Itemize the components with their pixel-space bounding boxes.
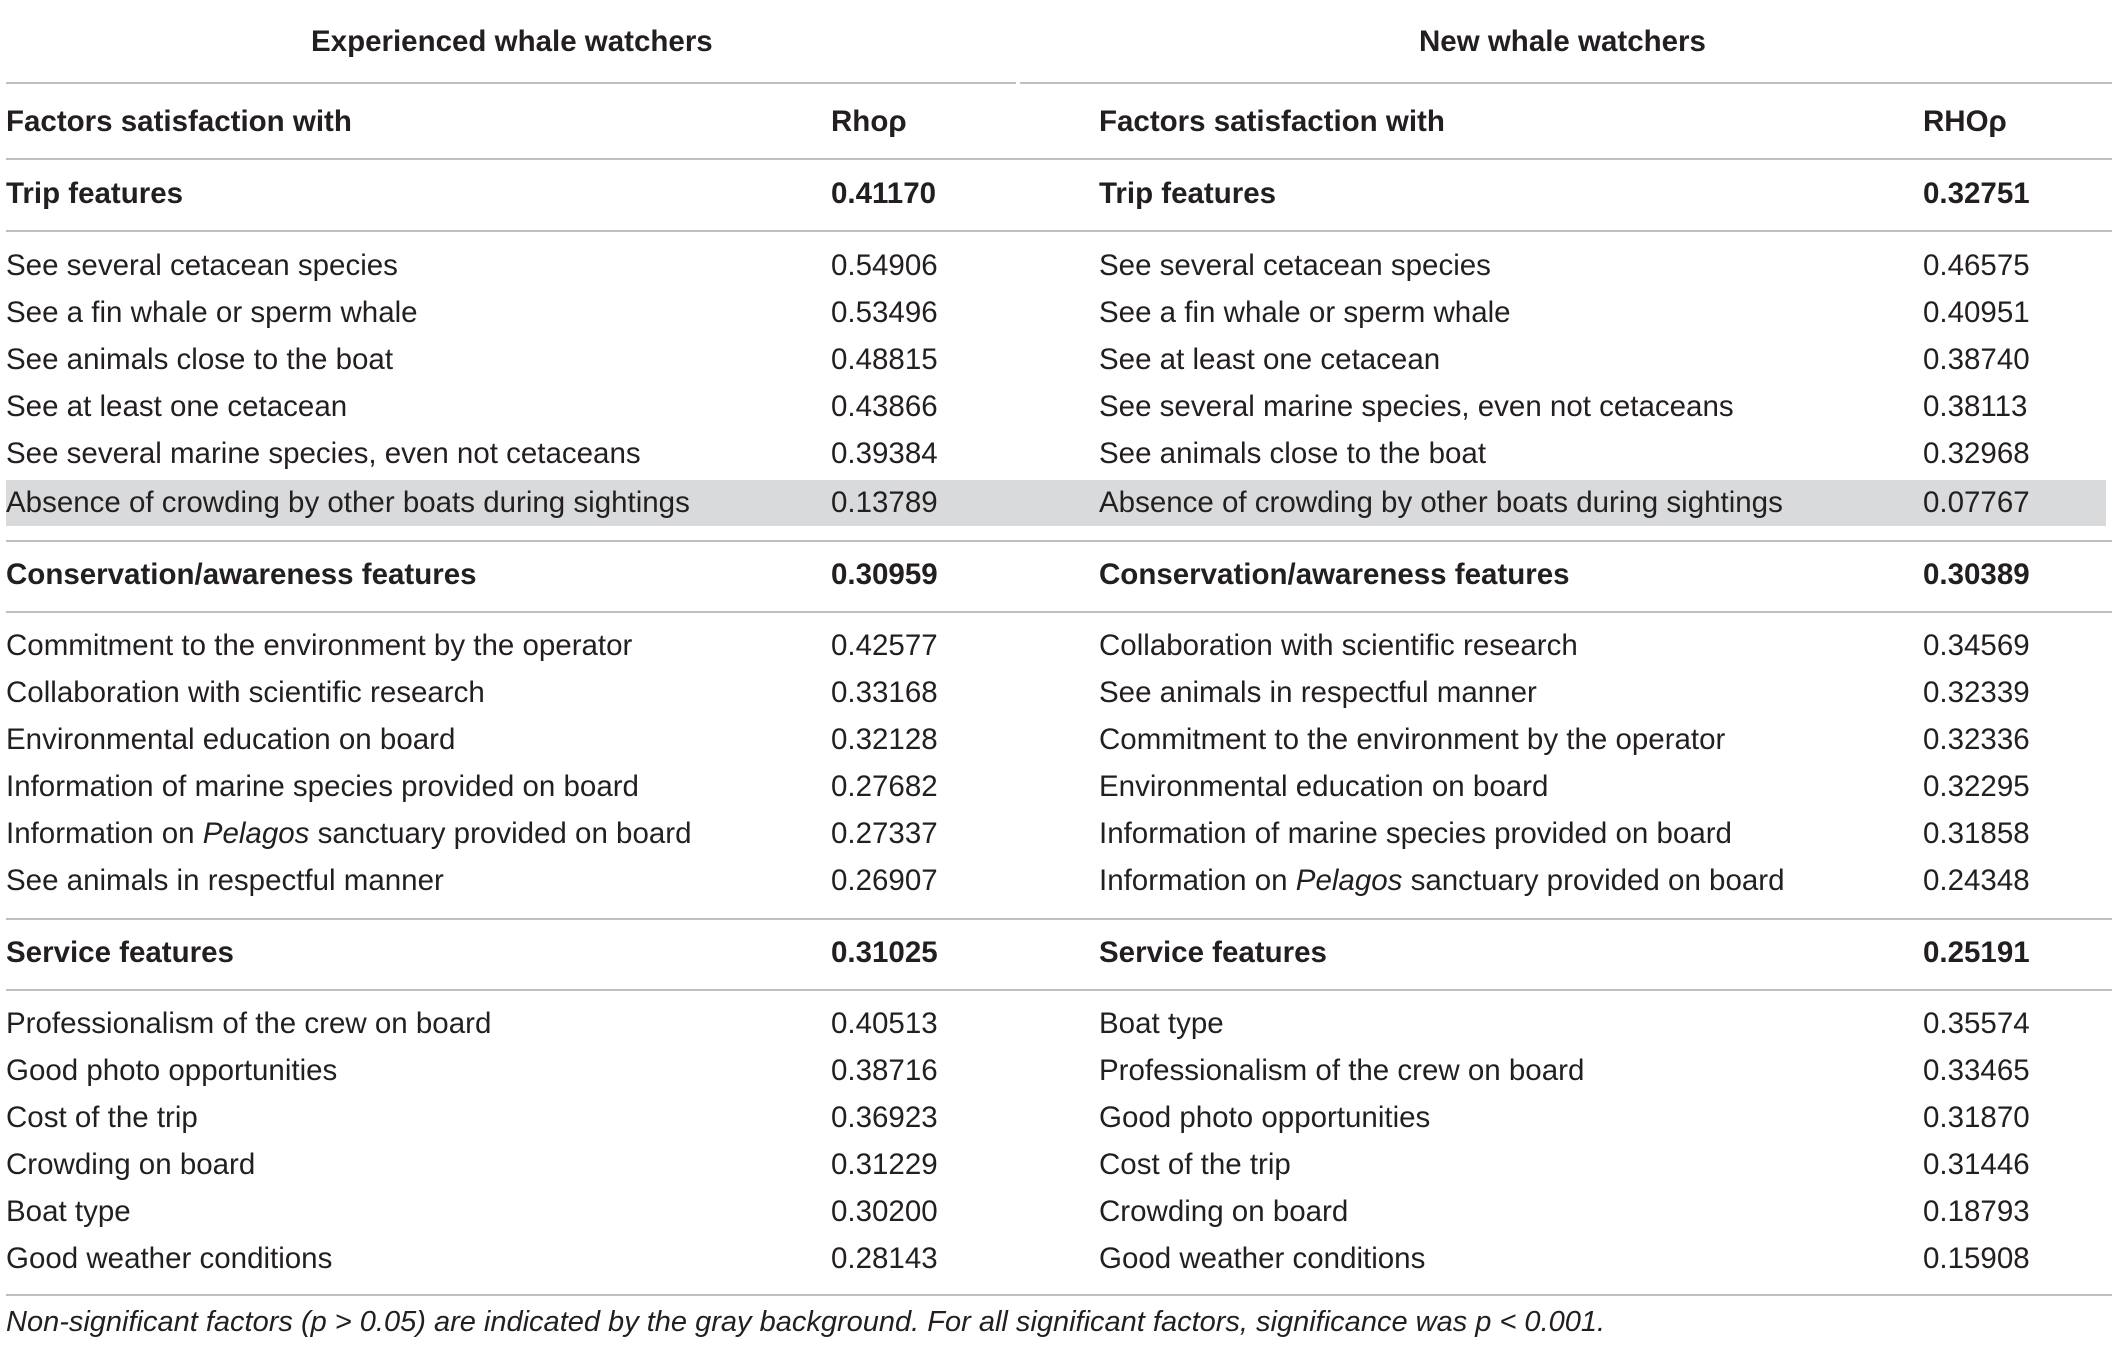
left-value-cell: 0.43866 bbox=[831, 390, 938, 423]
section-value-right: 0.30389 bbox=[1923, 558, 2030, 591]
left-factor-cell: Environmental education on board bbox=[6, 723, 456, 756]
section-title-right: Conservation/awareness features bbox=[1099, 558, 1570, 591]
left-value-cell: 0.13789 bbox=[831, 486, 938, 519]
right-factor-cell: See animals in respectful manner bbox=[1099, 676, 1537, 709]
left-value-cell: 0.40513 bbox=[831, 1007, 938, 1040]
column-header-rule bbox=[6, 158, 2112, 160]
right-value-cell: 0.32339 bbox=[1923, 676, 2030, 709]
section-value-left: 0.31025 bbox=[831, 936, 938, 969]
left-factor-cell: See several marine species, even not cetaceans bbox=[6, 437, 641, 470]
group-rule-right bbox=[1020, 82, 2112, 84]
left-factor-cell: See a fin whale or sperm whale bbox=[6, 296, 418, 329]
right-value-cell: 0.15908 bbox=[1923, 1242, 2030, 1275]
table-bottom-rule bbox=[6, 1294, 2112, 1296]
left-factor-cell: Boat type bbox=[6, 1195, 131, 1228]
right-factor-cell: Commitment to the environment by the operator bbox=[1099, 723, 1726, 756]
left-value-cell: 0.38716 bbox=[831, 1054, 938, 1087]
right-value-cell: 0.32336 bbox=[1923, 723, 2030, 756]
left-factor-cell: See several cetacean species bbox=[6, 249, 398, 282]
right-value-cell: 0.46575 bbox=[1923, 249, 2030, 282]
right-value-cell: 0.38740 bbox=[1923, 343, 2030, 376]
left-rho-column-header: Rhoρ bbox=[831, 105, 907, 138]
left-value-cell: 0.39384 bbox=[831, 437, 938, 470]
left-value-cell: 0.36923 bbox=[831, 1101, 938, 1134]
section-value-left: 0.30959 bbox=[831, 558, 938, 591]
left-factor-cell: Professionalism of the crew on board bbox=[6, 1007, 492, 1040]
sanctuary-name: Pelagos bbox=[1295, 864, 1403, 897]
left-factor-cell: Crowding on board bbox=[6, 1148, 256, 1181]
table-footnote: Non-significant factors (p > 0.05) are indicated by the gray background. For all significant factors, significance was p < 0.001. bbox=[6, 1306, 1606, 1338]
left-value-cell: 0.27682 bbox=[831, 770, 938, 803]
right-factor-cell: See at least one cetacean bbox=[1099, 343, 1441, 376]
left-factor-cell: Information of marine species provided on board bbox=[6, 770, 639, 803]
right-value-cell: 0.24348 bbox=[1923, 864, 2030, 897]
right-value-cell: 0.32968 bbox=[1923, 437, 2030, 470]
left-factor-cell: Collaboration with scientific research bbox=[6, 676, 485, 709]
right-factor-cell: See a fin whale or sperm whale bbox=[1099, 296, 1511, 329]
right-factor-cell: Information of marine species provided on board bbox=[1099, 817, 1732, 850]
right-factor-cell: Environmental education on board bbox=[1099, 770, 1549, 803]
left-factor-cell: Commitment to the environment by the operator bbox=[6, 629, 633, 662]
sanctuary-name: Pelagos bbox=[202, 817, 310, 850]
right-factor-column-header: Factors satisfaction with bbox=[1099, 105, 1445, 138]
right-factor-cell: Cost of the trip bbox=[1099, 1148, 1291, 1181]
right-factor-cell: See animals close to the boat bbox=[1099, 437, 1487, 470]
left-factor-cell: Cost of the trip bbox=[6, 1101, 198, 1134]
section-rule bbox=[6, 989, 2112, 991]
right-value-cell: 0.31870 bbox=[1923, 1101, 2030, 1134]
left-value-cell: 0.54906 bbox=[831, 249, 938, 282]
left-factor-cell: Good weather conditions bbox=[6, 1242, 333, 1275]
left-factor-cell: See animals close to the boat bbox=[6, 343, 394, 376]
left-factor-cell: See animals in respectful manner bbox=[6, 864, 444, 897]
right-factor-cell: Good weather conditions bbox=[1099, 1242, 1426, 1275]
left-factor-cell: Absence of crowding by other boats during sightings bbox=[6, 486, 690, 519]
left-value-cell: 0.31229 bbox=[831, 1148, 938, 1181]
right-factor-cell: See several cetacean species bbox=[1099, 249, 1491, 282]
right-value-cell: 0.31446 bbox=[1923, 1148, 2030, 1181]
left-value-cell: 0.42577 bbox=[831, 629, 938, 662]
section-title-right: Trip features bbox=[1099, 177, 1277, 210]
new-group-header: New whale watchers bbox=[1419, 25, 1706, 58]
left-factor-cell: Good photo opportunities bbox=[6, 1054, 338, 1087]
section-title-left: Conservation/awareness features bbox=[6, 558, 477, 591]
right-value-cell: 0.40951 bbox=[1923, 296, 2030, 329]
right-value-cell: 0.34569 bbox=[1923, 629, 2030, 662]
right-rho-column-header: RHOρ bbox=[1923, 105, 2007, 138]
right-factor-cell: Crowding on board bbox=[1099, 1195, 1349, 1228]
section-value-right: 0.32751 bbox=[1923, 177, 2030, 210]
right-factor-cell: Information on Pelagos sanctuary provided on board bbox=[1099, 864, 1785, 897]
left-value-cell: 0.32128 bbox=[831, 723, 938, 756]
experienced-group-header: Experienced whale watchers bbox=[311, 25, 713, 58]
right-factor-cell: Collaboration with scientific research bbox=[1099, 629, 1578, 662]
right-value-cell: 0.32295 bbox=[1923, 770, 2030, 803]
left-value-cell: 0.53496 bbox=[831, 296, 938, 329]
section-rule bbox=[6, 611, 2112, 613]
left-value-cell: 0.27337 bbox=[831, 817, 938, 850]
section-rule bbox=[6, 230, 2112, 232]
left-value-cell: 0.48815 bbox=[831, 343, 938, 376]
section-title-right: Service features bbox=[1099, 936, 1327, 969]
right-value-cell: 0.07767 bbox=[1923, 486, 2030, 519]
section-title-left: Trip features bbox=[6, 177, 184, 210]
right-value-cell: 0.31858 bbox=[1923, 817, 2030, 850]
right-value-cell: 0.33465 bbox=[1923, 1054, 2030, 1087]
right-value-cell: 0.35574 bbox=[1923, 1007, 2030, 1040]
left-factor-cell: See at least one cetacean bbox=[6, 390, 348, 423]
section-value-left: 0.41170 bbox=[831, 177, 937, 210]
right-value-cell: 0.38113 bbox=[1923, 390, 2028, 423]
section-value-right: 0.25191 bbox=[1923, 936, 2030, 969]
section-rule bbox=[6, 540, 2112, 542]
right-factor-cell: Professionalism of the crew on board bbox=[1099, 1054, 1585, 1087]
left-factor-cell: Information on Pelagos sanctuary provided on board bbox=[6, 817, 692, 850]
left-factor-column-header: Factors satisfaction with bbox=[6, 105, 352, 138]
left-value-cell: 0.28143 bbox=[831, 1242, 938, 1275]
right-factor-cell: See several marine species, even not cetaceans bbox=[1099, 390, 1734, 423]
right-factor-cell: Boat type bbox=[1099, 1007, 1224, 1040]
left-value-cell: 0.30200 bbox=[831, 1195, 938, 1228]
right-value-cell: 0.18793 bbox=[1923, 1195, 2030, 1228]
right-factor-cell: Good photo opportunities bbox=[1099, 1101, 1431, 1134]
section-title-left: Service features bbox=[6, 936, 234, 969]
section-rule bbox=[6, 918, 2112, 920]
left-value-cell: 0.33168 bbox=[831, 676, 938, 709]
group-rule-left bbox=[6, 82, 1016, 84]
right-factor-cell: Absence of crowding by other boats during sightings bbox=[1099, 486, 1783, 519]
left-value-cell: 0.26907 bbox=[831, 864, 938, 897]
